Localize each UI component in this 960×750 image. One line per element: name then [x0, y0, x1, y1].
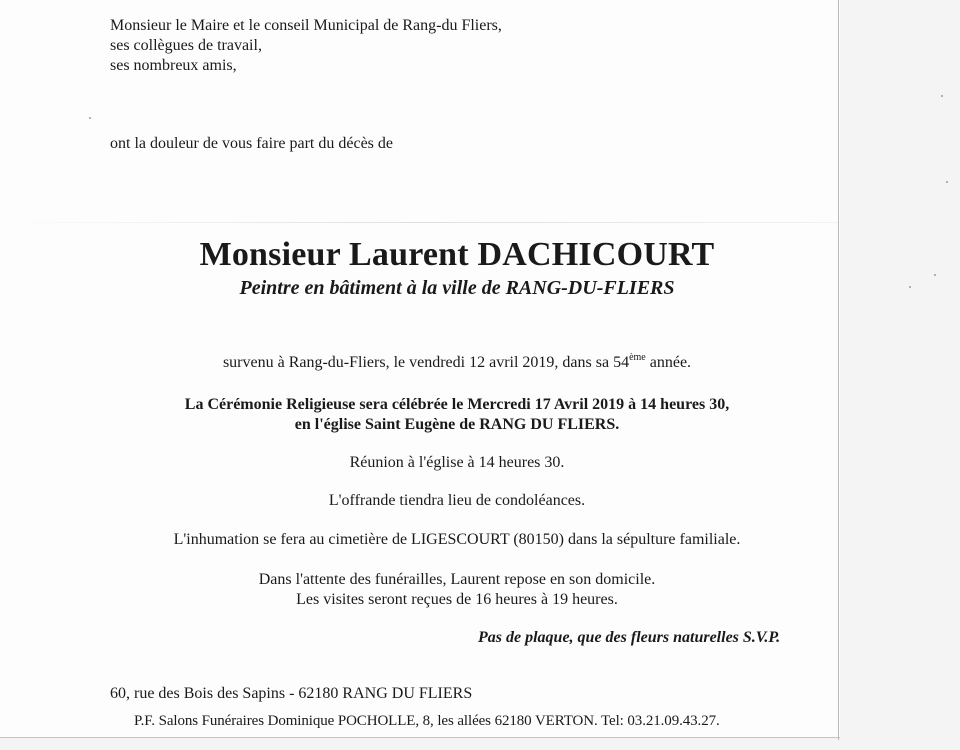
home-address: 60, rue des Bois des Sapins - 62180 RANG DU FLIERS: [110, 685, 473, 702]
paper-fold-line: [0, 222, 838, 223]
flowers-note: Pas de plaque, que des fleurs naturelles S.V.P.: [478, 629, 781, 646]
scan-speck: [946, 181, 948, 183]
announcer-line-2: ses collègues de travail,: [110, 37, 262, 54]
scan-speck: [89, 117, 91, 119]
sheet-right-edge: [838, 0, 839, 740]
funeral-home-info: P.F. Salons Funéraires Dominique POCHOLLE, 8, les allées 62180 VERTON. Tel: 03.21.09.43.27.: [134, 713, 720, 729]
ceremony-line-1: La Cérémonie Religieuse sera célébrée le Mercredi 17 Avril 2019 à 14 heures 30,: [184, 396, 730, 413]
death-statement-ordinal: ème: [629, 351, 646, 363]
intro-text: ont la douleur de vous faire part du décès de: [110, 135, 394, 152]
announcer-line-3: ses nombreux amis,: [110, 57, 237, 74]
death-statement-main: survenu à Rang-du-Fliers, le vendredi 12 avril 2019, dans sa 54: [222, 354, 630, 371]
scan-speck: [941, 95, 943, 97]
death-statement-end: année.: [645, 354, 692, 371]
scan-speck: [934, 274, 936, 276]
rest-line-2: Les visites seront reçues de 16 heures à 19 heures.: [296, 591, 618, 608]
scan-speck: [909, 286, 911, 288]
deceased-name: Monsieur Laurent DACHICOURT: [199, 236, 715, 273]
deceased-occupation: Peintre en bâtiment à la ville de RANG-DU-FLIERS: [239, 277, 675, 299]
offering-text: L'offrande tiendra lieu de condoléances.: [328, 492, 586, 509]
meeting-text: Réunion à l'église à 14 heures 30.: [349, 454, 565, 471]
rest-line-1: Dans l'attente des funérailles, Laurent repose en son domicile.: [258, 571, 656, 588]
ceremony-line-2: en l'église Saint Eugène de RANG DU FLIERS.: [294, 416, 620, 433]
sheet-bottom-edge: [0, 737, 840, 738]
death-statement: [0, 353, 914, 373]
announcer-line-1: Monsieur le Maire et le conseil Municipal de Rang-du Fliers,: [110, 17, 502, 34]
burial-text: L'inhumation se fera au cimetière de LIGESCOURT (80150) dans la sépulture familiale.: [173, 531, 741, 548]
